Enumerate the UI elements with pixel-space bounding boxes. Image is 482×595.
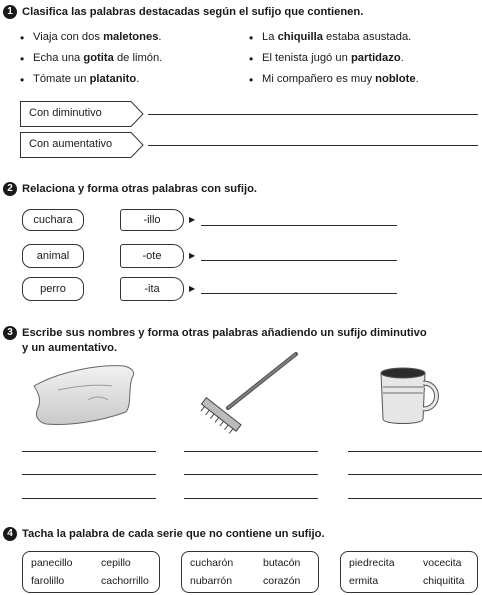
exercise-1-title: Clasifica las palabras destacadas según el sufijo que contienen. xyxy=(22,6,364,18)
answer-line-3-1-1[interactable] xyxy=(22,451,156,452)
series-word[interactable]: farolillo xyxy=(31,575,65,587)
arrow-icon: ▶ xyxy=(189,215,196,224)
series-word[interactable]: chiquitita xyxy=(423,575,465,587)
answer-line-2-2[interactable] xyxy=(201,260,397,261)
series-word[interactable]: ermita xyxy=(349,575,379,587)
answer-line-3-3-1[interactable] xyxy=(348,451,482,452)
series-word[interactable]: cachorrillo xyxy=(101,575,149,587)
answer-line-3-1-3[interactable] xyxy=(22,498,156,499)
series-word[interactable]: cepillo xyxy=(101,557,131,569)
sentence-6: • Mi compañero es muy noblote. xyxy=(262,73,419,85)
word-box-cuchara: cuchara xyxy=(22,209,84,231)
answer-line-aumentativo[interactable] xyxy=(148,145,478,146)
answer-line-3-2-1[interactable] xyxy=(184,451,318,452)
answer-line-diminutivo[interactable] xyxy=(148,114,478,115)
series-word[interactable]: cucharón xyxy=(190,557,234,569)
rake-icon xyxy=(192,350,302,436)
exercise-2-number: 2 xyxy=(3,182,17,196)
answer-line-3-3-2[interactable] xyxy=(348,474,482,475)
sentence-3: • Tómate un platanito. xyxy=(33,73,139,85)
exercise-4-title: Tacha la palabra de cada serie que no contiene un sufijo. xyxy=(22,528,325,540)
arrow-icon: ▶ xyxy=(189,284,196,293)
mug-icon xyxy=(375,365,445,429)
answer-line-3-2-2[interactable] xyxy=(184,474,318,475)
sentence-1: • Viaja con dos maletones. xyxy=(33,31,162,43)
series-word[interactable]: piedrecita xyxy=(349,557,395,569)
series-word[interactable]: corazón xyxy=(263,575,301,587)
series-word[interactable]: butacón xyxy=(263,557,301,569)
exercise-3-title-line1: Escribe sus nombres y forma otras palabras añadiendo un sufijo diminutivo xyxy=(22,327,427,339)
suffix-box-illo: -illo xyxy=(120,209,184,231)
word-box-perro: perro xyxy=(22,277,84,301)
word-box-animal: animal xyxy=(22,244,84,268)
sentence-2: • Echa una gotita de limón. xyxy=(33,52,162,64)
series-word[interactable]: nubarrón xyxy=(190,575,233,587)
answer-line-3-1-2[interactable] xyxy=(22,474,156,475)
series-word[interactable]: vocecita xyxy=(423,557,462,569)
exercise-3-number: 3 xyxy=(3,326,17,340)
arrow-icon: ▶ xyxy=(189,251,196,260)
exercise-4-number: 4 xyxy=(3,527,17,541)
answer-line-3-2-3[interactable] xyxy=(184,498,318,499)
suffix-box-ote: -ote xyxy=(120,244,184,268)
label-aumentativo: Con aumentativo xyxy=(29,138,113,150)
answer-line-2-1[interactable] xyxy=(201,225,397,226)
exercise-3-title-line2: y un aumentativo. xyxy=(22,342,118,354)
exercise-2-title: Relaciona y forma otras palabras con sufijo. xyxy=(22,183,258,195)
label-diminutivo: Con diminutivo xyxy=(29,107,102,119)
exercise-1-number: 1 xyxy=(3,5,17,19)
suffix-box-ita: -ita xyxy=(120,277,184,301)
sentence-5: • El tenista jugó un partidazo. xyxy=(262,52,404,64)
answer-line-3-3-3[interactable] xyxy=(348,498,482,499)
pillow-icon xyxy=(28,360,140,428)
series-word[interactable]: panecillo xyxy=(31,557,73,569)
answer-line-2-3[interactable] xyxy=(201,293,397,294)
sentence-4: • La chiquilla estaba asustada. xyxy=(262,31,411,43)
